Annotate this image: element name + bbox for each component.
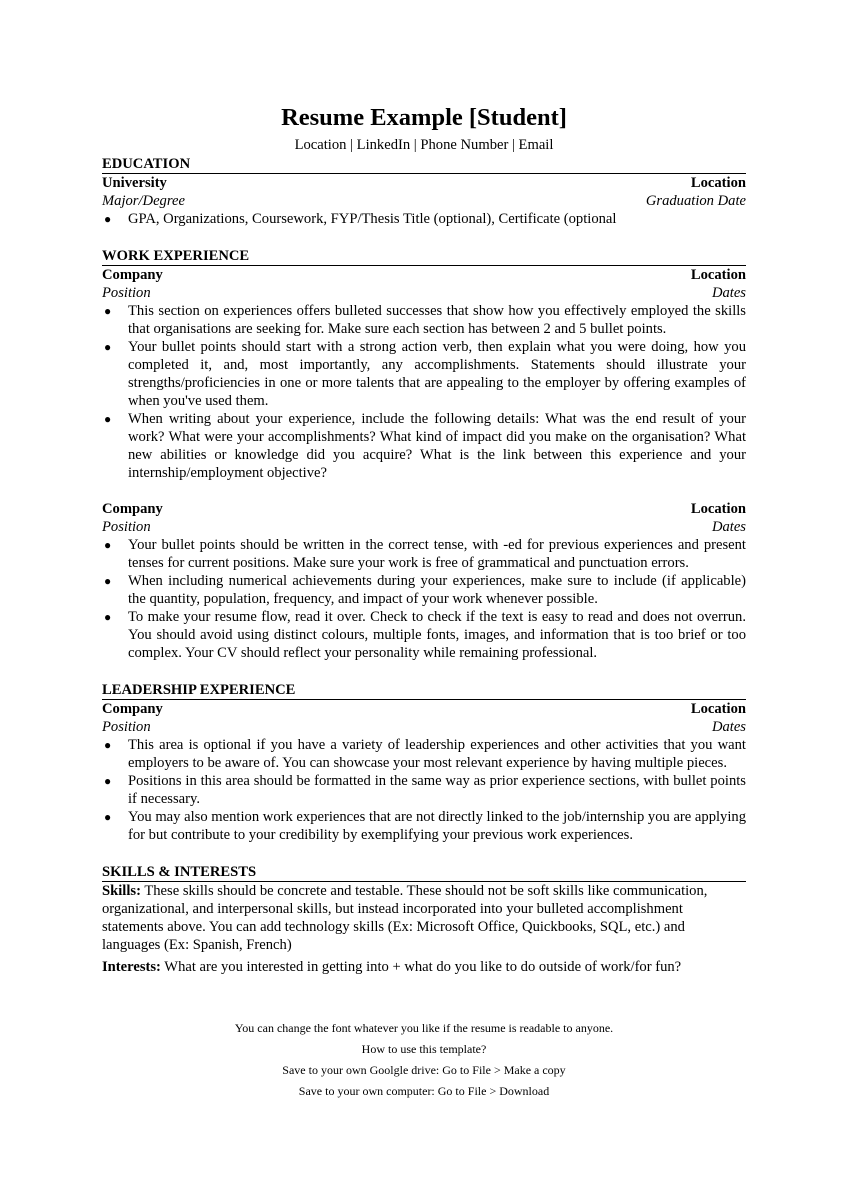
education-heading: EDUCATION [102, 156, 746, 174]
bullet-text: When writing about your experience, include the following details: What was the end result of your work? What were your accomplishments? What kind of impact did you make on the organisation? What new abilities or knowledge did you acquire? What is the link between this experience and your internship/employment objective? [128, 411, 746, 481]
list-item [102, 536, 746, 572]
skills-paragraph [102, 882, 746, 954]
bullet-text: This section on experiences offers bulleted successes that show how you effectively employed the skills that organisations are seeking for. Make sure each section has between 2 and 5 bullet points. [128, 303, 746, 337]
note-line: How to use this template? [361, 1042, 487, 1056]
bullet-text: GPA, Organizations, Coursework, FYP/Thesis Title (optional), Certificate (optional [128, 211, 617, 227]
work-bullets [102, 536, 746, 662]
leadership-bullets [102, 736, 746, 844]
bullet-icon: ● [104, 738, 112, 752]
interests-label: Interests: [102, 959, 161, 975]
dates: Dates [711, 519, 746, 535]
list-item [102, 736, 746, 772]
list-item [102, 808, 746, 844]
leadership-entry-sub [102, 718, 746, 736]
bullet-icon: ● [104, 774, 112, 788]
work-heading: WORK EXPERIENCE [102, 248, 746, 266]
leadership-entry-header [102, 700, 746, 718]
list-item [102, 210, 746, 228]
list-item [102, 572, 746, 608]
resume-content [102, 103, 746, 976]
position: Position [102, 719, 151, 735]
company-name: Company [102, 701, 163, 717]
work-entry-sub [102, 518, 746, 536]
note-line: Save to your own computer: Go to File > Download [298, 1084, 550, 1098]
leadership-heading: LEADERSHIP EXPERIENCE [102, 682, 746, 700]
bullet-icon: ● [104, 574, 112, 588]
interests-text: What are you interested in getting into + what do you like to do outside of work/for fun? [164, 959, 682, 975]
company-name: Company [102, 501, 163, 517]
contact-line: Location | LinkedIn | Phone Number | Email [294, 137, 554, 153]
bullet-icon: ● [104, 810, 112, 824]
template-notes [0, 1018, 848, 1102]
degree: Major/Degree [102, 193, 185, 209]
skills-text: These skills should be concrete and testable. These should not be soft skills like communication, organizational, and interpersonal skills, but instead incorporated into your bulleted accomplishment statements above. You can add technology skills (Ex: Microsoft Office, Quickbooks, SQL, etc.) and languages (Ex: Spanish, French) [102, 883, 708, 953]
skills-section [102, 864, 746, 976]
work-bullets [102, 302, 746, 482]
company-name: Company [102, 267, 163, 283]
work-entry-sub [102, 284, 746, 302]
bullet-icon: ● [104, 340, 112, 354]
work-section [102, 248, 746, 662]
work-entry [102, 266, 746, 482]
work-entry-header [102, 500, 746, 518]
skills-label: Skills: [102, 883, 141, 899]
bullet-text: To make your resume flow, read it over. Check to check if the text is easy to read and does not overrun. You should avoid using distinct colours, multiple fonts, images, and information that is too brief or too complex. Your CV should reflect your personality while remaining professional. [128, 609, 746, 661]
company-location: Location [690, 701, 746, 717]
bullet-icon: ● [104, 610, 112, 624]
bullet-text: When including numerical achievements during your experiences, make sure to include (if applicable) the quantity, population, frequency, and impact of your work whenever possible. [128, 573, 746, 607]
bullet-icon: ● [104, 412, 112, 426]
work-entry [102, 500, 746, 662]
education-bullets [102, 210, 746, 228]
list-item [102, 338, 746, 410]
dates: Dates [711, 719, 746, 735]
note-line: Save to your own Goolgle drive: Go to File > Make a copy [282, 1063, 566, 1077]
bullet-icon: ● [104, 538, 112, 552]
bullet-text: Your bullet points should be written in the correct tense, with -ed for previous experiences and present tenses for current positions. Make sure your work is free of grammatical and punctuation errors. [128, 537, 746, 571]
position: Position [102, 519, 151, 535]
company-location: Location [690, 267, 746, 283]
bullet-text: You may also mention work experiences that are not directly linked to the job/internship you are applying for but contribute to your credibility by exemplifying your previous work experiences. [128, 809, 746, 843]
bullet-text: Positions in this area should be formatted in the same way as prior experience sections, with bullet points if necessary. [128, 773, 746, 807]
education-entry-header [102, 174, 746, 192]
education-section [102, 156, 746, 228]
university-location: Location [690, 175, 746, 191]
note-line: You can change the font whatever you like if the resume is readable to anyone. [234, 1021, 614, 1035]
list-item [102, 410, 746, 482]
position: Position [102, 285, 151, 301]
education-entry-sub [102, 192, 746, 210]
work-entry-header [102, 266, 746, 284]
graduation-date: Graduation Date [645, 193, 746, 209]
bullet-icon: ● [104, 304, 112, 318]
bullet-text: This area is optional if you have a variety of leadership experiences and other activities that you want employers to be aware of. You can showcase your most relevant experience by having multiple pieces. [128, 737, 746, 771]
bullet-icon: ● [104, 212, 112, 226]
resume-title: Resume Example [Student] [281, 104, 567, 131]
university-name: University [102, 175, 167, 191]
list-item [102, 772, 746, 808]
company-location: Location [690, 501, 746, 517]
dates: Dates [711, 285, 746, 301]
list-item [102, 608, 746, 662]
interests-paragraph [102, 958, 746, 976]
skills-heading: SKILLS & INTERESTS [102, 864, 746, 882]
leadership-section [102, 682, 746, 844]
bullet-text: Your bullet points should start with a strong action verb, then explain what you were doing, how you completed it, and, most importantly, any accomplishments. Statements should illustrate your strengths/proficiencies in one or more talents that are appealing to the employer by offering examples of when you've used them. [128, 339, 746, 409]
list-item [102, 302, 746, 338]
